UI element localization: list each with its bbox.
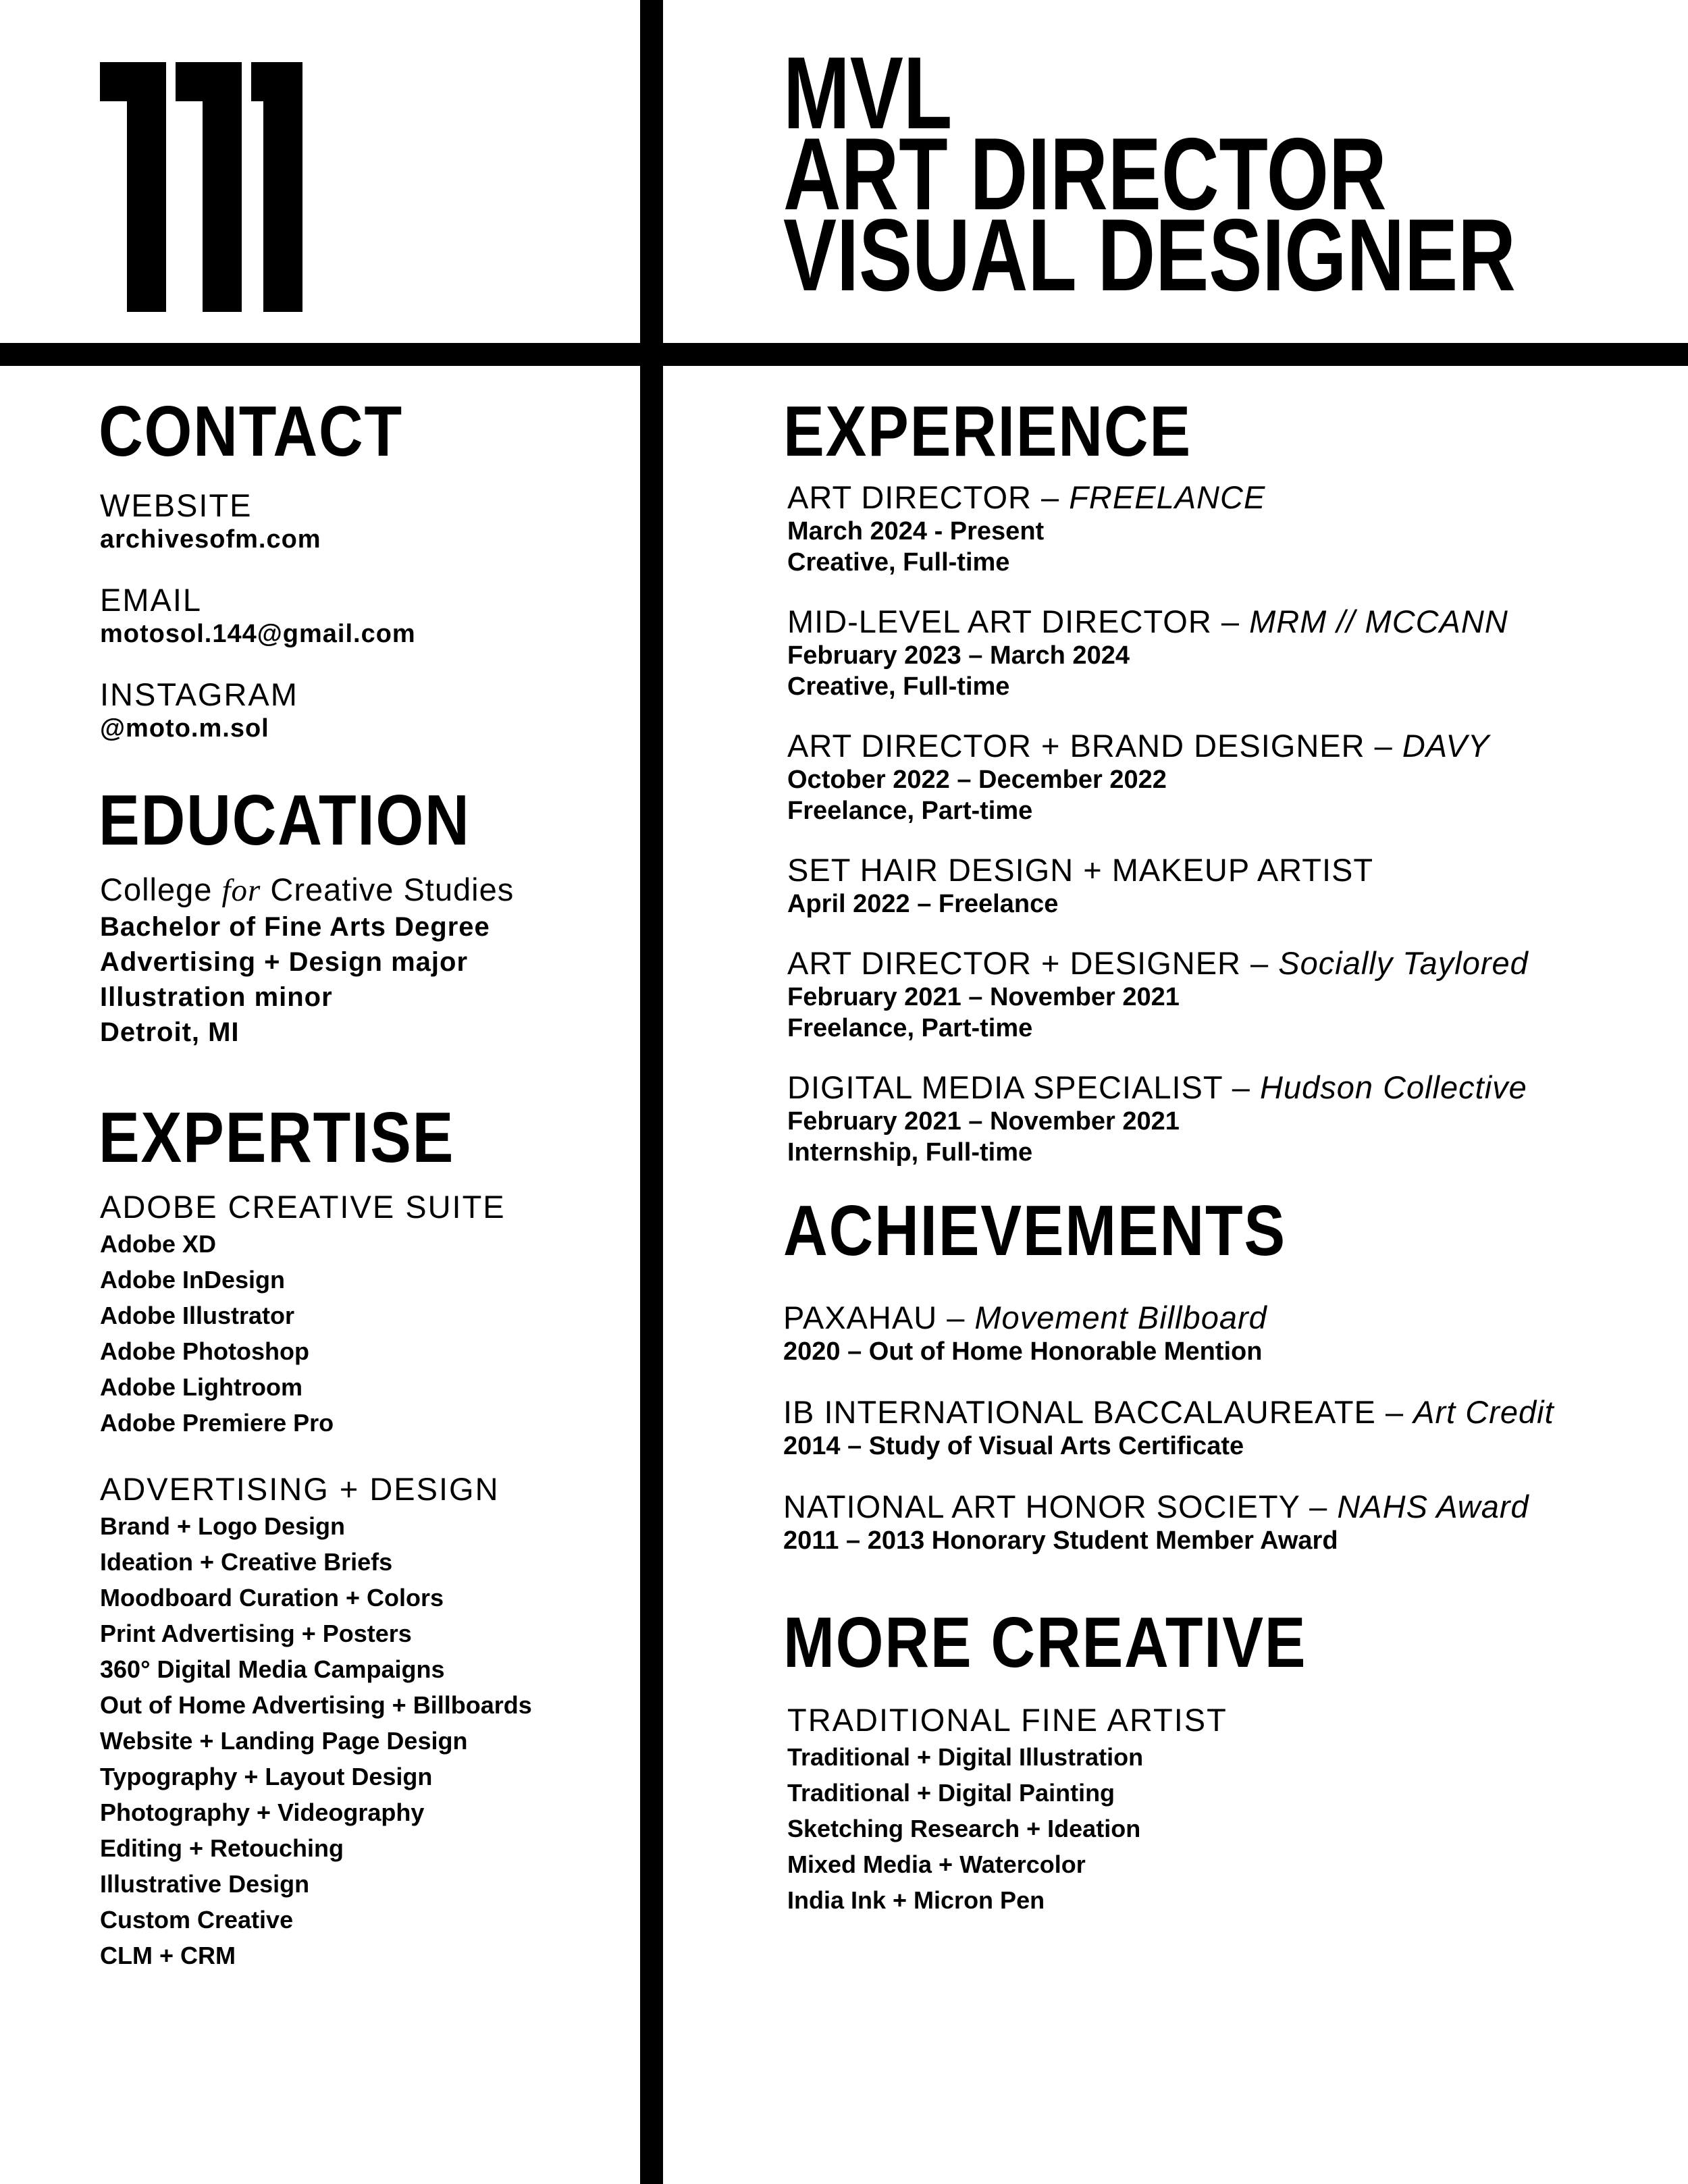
title-line-role-1: ART DIRECTOR — [783, 117, 1387, 232]
expertise-heading: EXPERTISE — [99, 1098, 455, 1177]
experience-type: Creative, Full-time — [787, 548, 1010, 577]
instagram-link[interactable]: @moto.m.sol — [100, 714, 269, 743]
education-heading: EDUCATION — [99, 780, 471, 860]
experience-type: Freelance, Part-time — [787, 797, 1033, 825]
expertise-item: CLM + CRM — [100, 1942, 236, 1969]
experience-dates: February 2021 – November 2021 — [787, 1107, 1180, 1136]
achievement-item — [783, 1300, 1554, 1367]
more-creative-item: Mixed Media + Watercolor — [787, 1850, 1086, 1878]
education-line: Detroit, MI — [100, 1017, 240, 1047]
expertise-item: Ideation + Creative Briefs — [100, 1548, 393, 1576]
experience-heading: EXPERIENCE — [783, 392, 1192, 471]
contact-section — [100, 487, 416, 771]
vertical-divider — [640, 0, 663, 2184]
expertise-item: Custom Creative — [100, 1906, 294, 1934]
contact-website — [100, 487, 416, 555]
education-line: Advertising + Design major — [100, 947, 469, 977]
expertise-item: 360° Digital Media Campaigns — [100, 1655, 445, 1683]
more-creative-item: India Ink + Micron Pen — [787, 1886, 1045, 1914]
expertise-group-title: ADVERTISING + DESIGN — [100, 1471, 500, 1507]
expertise-item: Editing + Retouching — [100, 1834, 344, 1862]
more-creative-heading: MORE CREATIVE — [783, 1603, 1307, 1682]
experience-type: Internship, Full-time — [787, 1138, 1033, 1167]
education-line: Bachelor of Fine Arts Degree — [100, 912, 490, 942]
expertise-item: Moodboard Curation + Colors — [100, 1584, 444, 1612]
expertise-advertising-group — [100, 1470, 532, 1973]
experience-item — [787, 479, 1529, 578]
expertise-adobe-group — [100, 1188, 506, 1441]
experience-role: ART DIRECTOR – FREELANCE — [787, 479, 1266, 515]
expertise-group-title: ADOBE CREATIVE SUITE — [100, 1189, 506, 1225]
achievements-section — [783, 1300, 1554, 1583]
experience-role: ART DIRECTOR + BRAND DESIGNER – DAVY — [787, 728, 1490, 764]
contact-label: INSTAGRAM — [100, 676, 298, 712]
contact-email — [100, 582, 416, 649]
experience-type: Creative, Full-time — [787, 672, 1010, 701]
more-creative-section — [787, 1701, 1228, 1918]
expertise-item: Illustrative Design — [100, 1870, 310, 1898]
experience-role: SET HAIR DESIGN + MAKEUP ARTIST — [787, 852, 1374, 888]
experience-role: DIGITAL MEDIA SPECIALIST – Hudson Collective — [787, 1069, 1527, 1105]
experience-type: Freelance, Part-time — [787, 1014, 1033, 1042]
expertise-item: Adobe XD — [100, 1230, 217, 1258]
experience-section — [787, 479, 1529, 1195]
expertise-item: Adobe Premiere Pro — [100, 1409, 334, 1437]
header-title — [783, 36, 1688, 313]
experience-dates: October 2022 – December 2022 — [787, 766, 1167, 794]
experience-dates: February 2023 – March 2024 — [787, 641, 1130, 670]
contact-instagram — [100, 676, 416, 744]
expertise-item: Website + Landing Page Design — [100, 1727, 468, 1755]
contact-label: EMAIL — [100, 582, 203, 618]
achievement-detail: 2011 – 2013 Honorary Student Member Award — [783, 1526, 1338, 1555]
achievement-item — [783, 1489, 1554, 1556]
achievement-name: IB INTERNATIONAL BACCALAUREATE – Art Credit — [783, 1394, 1554, 1430]
experience-item — [787, 728, 1529, 826]
education-line: Illustration minor — [100, 982, 333, 1012]
expertise-item: Typography + Layout Design — [100, 1763, 433, 1790]
title-line-role-2: VISUAL DESIGNER — [783, 198, 1516, 313]
experience-dates: March 2024 - Present — [787, 517, 1045, 545]
title-line-name: MVL — [783, 36, 953, 151]
more-creative-item: Traditional + Digital Illustration — [787, 1743, 1144, 1771]
expertise-item: Brand + Logo Design — [100, 1512, 346, 1540]
experience-item — [787, 1069, 1529, 1168]
contact-heading: CONTACT — [99, 392, 403, 471]
experience-role: MID-LEVEL ART DIRECTOR – MRM // MCCANN — [787, 604, 1508, 639]
experience-dates: February 2021 – November 2021 — [787, 983, 1180, 1011]
expertise-item: Print Advertising + Posters — [100, 1620, 412, 1647]
more-creative-item: Sketching Research + Ideation — [787, 1815, 1141, 1842]
experience-item — [787, 945, 1529, 1044]
achievement-detail: 2014 – Study of Visual Arts Certificate — [783, 1432, 1244, 1460]
more-creative-subheading: TRADITIONAL FINE ARTIST — [787, 1702, 1228, 1738]
achievement-detail: 2020 – Out of Home Honorable Mention — [783, 1337, 1263, 1366]
achievement-item — [783, 1394, 1554, 1462]
experience-item — [787, 852, 1529, 920]
education-section — [100, 871, 514, 1050]
school-name: College for Creative Studies — [100, 872, 515, 908]
experience-role: ART DIRECTOR + DESIGNER – Socially Taylored — [787, 945, 1529, 981]
achievement-name: PAXAHAU – Movement Billboard — [783, 1300, 1267, 1335]
logo-111 — [100, 62, 296, 312]
expertise-item: Adobe Lightroom — [100, 1373, 302, 1401]
website-link[interactable]: archivesofm.com — [100, 525, 321, 554]
expertise-item: Adobe Photoshop — [100, 1337, 309, 1365]
expertise-item: Out of Home Advertising + Billboards — [100, 1691, 532, 1719]
more-creative-item: Traditional + Digital Painting — [787, 1779, 1115, 1807]
achievement-name: NATIONAL ART HONOR SOCIETY – NAHS Award — [783, 1489, 1529, 1524]
experience-dates: April 2022 – Freelance — [787, 890, 1059, 918]
email-link[interactable]: motosol.144@gmail.com — [100, 620, 416, 648]
contact-label: WEBSITE — [100, 487, 253, 523]
expertise-item: Adobe Illustrator — [100, 1302, 295, 1329]
horizontal-divider — [0, 343, 1688, 366]
achievements-heading: ACHIEVEMENTS — [783, 1191, 1286, 1271]
experience-item — [787, 604, 1529, 702]
expertise-item: Photography + Videography — [100, 1799, 425, 1826]
expertise-item: Adobe InDesign — [100, 1266, 286, 1294]
